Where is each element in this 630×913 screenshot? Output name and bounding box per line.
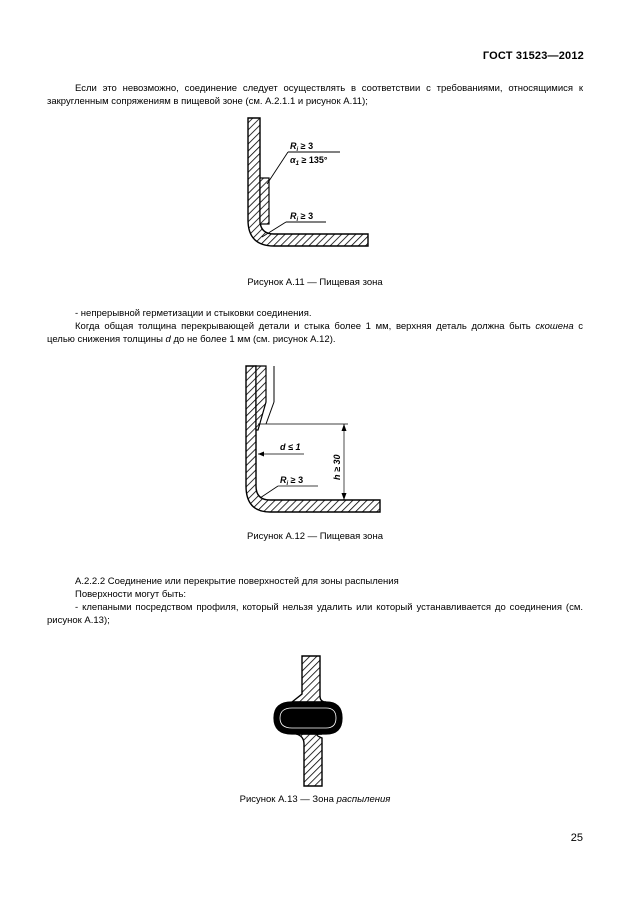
a12-label-thickness: d ≤ 1 (280, 442, 301, 452)
figure-a11-drawing (230, 112, 390, 262)
paragraph-riveted-profile: - клепаными посредством профиля, который нельзя удалить или который устанавливается до соединения (см. рисунок А.13); (47, 602, 583, 626)
a13-lower-plate (296, 734, 322, 786)
a11-label-angle: $\alpha_1 \ge 135^\circ$ (290, 155, 328, 167)
standard-designation: ГОСТ 31523—2012 (482, 50, 584, 62)
figure-a13-drawing (262, 654, 362, 788)
a13-rivet-profile (274, 702, 342, 734)
paragraph-surfaces-may-be: Поверхности могут быть: (75, 589, 187, 600)
a13-upper-plate (292, 656, 326, 702)
section-a2-2-2-heading: А.2.2.2 Соединение или перекрытие поверхностей для зоны распыления (75, 576, 399, 587)
a12-label-height: h ≥ 30 (332, 454, 342, 480)
a12-label-radius: $R_i \ge 3$ (280, 475, 304, 487)
a11-label-radius-top: $R_i \ge 3$ (290, 141, 314, 153)
a11-label-radius-bottom: $R_i \ge 3$ (290, 211, 314, 223)
page-number: 25 (570, 832, 583, 844)
paragraph-continuous-sealing: - непрерывной герметизации и стыковки соединения. (75, 308, 312, 319)
figure-a13-caption: Рисунок А.13 — Зона распыления (239, 794, 391, 805)
paragraph-rounded-joints: Если это невозможно, соединение следует осуществлять в соответствии с требованиями, относящимися к закругленным сопряжениям в пищевой зоне (см. А.2.1.1 и рисунок А.11); (47, 83, 583, 107)
figure-a11-caption: Рисунок А.11 — Пищевая зона (247, 277, 383, 288)
figure-a12-caption: Рисунок А.12 — Пищевая зона (247, 531, 383, 542)
a11-overlap-plate (260, 178, 269, 224)
paragraph-bevel-requirement: Когда общая толщина перекрывающей детали и стыка более 1 мм, верхняя деталь должна быть скошена с целью снижения толщины d до не более 1 мм (см. рисунок А.12). (47, 321, 584, 345)
a12-beveled-plate (256, 366, 266, 430)
figure-a12-drawing (236, 362, 386, 522)
